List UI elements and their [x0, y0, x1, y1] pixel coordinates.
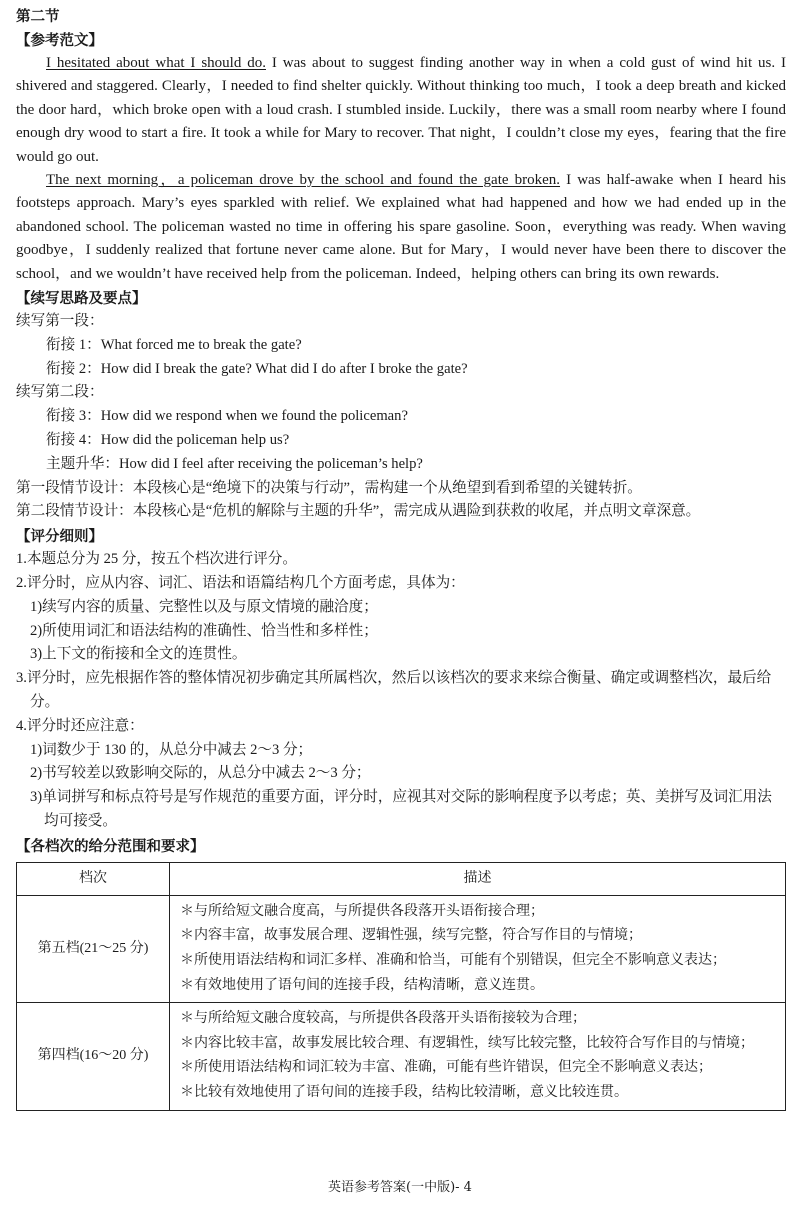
scoring-rules-heading: 【评分细则】 [16, 529, 103, 546]
criterion-item: ＊有效地使用了语句间的连接手段，结构清晰，意义连贯。 [180, 977, 544, 993]
header-level: 档次 [17, 862, 170, 895]
rule-1: 1.本题总分为 25 分，按五个档次进行评分。 [16, 551, 297, 568]
essay-paragraph-1 [16, 52, 786, 169]
criterion-item: ＊与所给短文融合度高，与所提供各段落开头语衔接合理； [180, 903, 544, 919]
table-header-row [17, 862, 786, 895]
criterion-item: ＊所使用语法结构和词汇较为丰富、准确，可能有些许错误，但完全不影响意义表达； [180, 1060, 712, 1076]
header-description: 描述 [170, 862, 786, 895]
levels-table [16, 862, 786, 1111]
rule-2: 2.评分时，应从内容、词汇、语法和语篇结构几个方面考虑，具体为： [16, 575, 465, 592]
page-footer: 英语参考答案(一中版)- 4 [328, 1180, 472, 1195]
section-title: 第二节 [16, 9, 60, 25]
criterion-item: ＊与所给短文融合度较高，与所提供各段落开头语衔接较为合理； [180, 1011, 586, 1027]
criterion-item: ＊内容比较丰富，故事发展比较合理、有逻辑性，续写比较完整，比较符合写作目的与情境； [180, 1035, 754, 1051]
criterion-item: ＊比较有效地使用了语句间的连接手段，结构比较清晰，意义比较连贯。 [180, 1084, 628, 1100]
description-cell [170, 895, 786, 1002]
level-cell: 第四档(16～20 分) [17, 1003, 170, 1110]
criterion-item: ＊所使用语法结构和词汇多样、准确和恰当，可能有个别错误，但完全不影响意义表达； [180, 952, 726, 968]
ideas-heading: 【续写思路及要点】 [16, 291, 147, 308]
sample-essay [16, 52, 786, 286]
link-2: 衔接 2：How did I break the gate? What did I do after I broke the gate? [46, 360, 468, 377]
rule-4c: 3)单词拼写和标点符号是写作规范的重要方面，评分时，应视其对交际的影响程度予以考虑；英、美拼写及词汇用法均可接受。 [30, 789, 772, 829]
link-1: 衔接 1：What forced me to break the gate? [46, 336, 302, 353]
para2-label: 续写第二段： [16, 384, 104, 401]
link-4: 衔接 4：How did the policeman help us? [46, 432, 290, 449]
ideas-list [16, 310, 786, 524]
rule-2b: 2)所使用词汇和语法结构的准确性、恰当性和多样性； [30, 622, 378, 639]
theme-sublimation: 主题升华：How did I feel after receiving the policeman’s help? [46, 455, 423, 472]
rule-3: 3.评分时，应先根据作答的整体情况初步确定其所属档次，然后以该档次的要求来综合衡量、确定或调整档次，最后给分。 [16, 670, 772, 711]
rule-2a: 1)续写内容的质量、完整性以及与原文情境的融洽度； [30, 598, 378, 615]
table-row [17, 895, 786, 1002]
essay-p2-opening: The next morning，a policeman drove by the school and found the gate broken. [46, 172, 561, 189]
scoring-rules [16, 548, 786, 834]
rule-2c: 3)上下文的衔接和全文的连贯性。 [30, 646, 247, 663]
essay-paragraph-2 [16, 169, 786, 286]
essay-p2-body: I was half-awake when I heard his footsteps approach. Mary’s eyes sparkled with relief. We explained what had happened and how we had ended up in the abandoned school. The policeman wasted no time in offering his spare gasoline. Soon，everything was ready. When waving goodbye，I suddenly realized that fortune never came alone. But for Mary，I would never have been there to discover the school，and we wouldn’t have received help from the policeman. Indeed，helping others can bring its own rewards. [16, 172, 786, 282]
rule-4: 4.评分时还应注意： [16, 717, 144, 734]
sample-essay-heading: 【参考范文】 [16, 33, 103, 49]
para1-plot-design: 第一段情节设计：本段核心是“绝境下的决策与行动”，需构建一个从绝望到看到希望的关键转折。 [16, 479, 642, 496]
level-cell: 第五档(21～25 分) [17, 895, 170, 1002]
rule-4a: 1)词数少于 130 的，从总分中减去 2～3 分； [30, 741, 313, 758]
essay-p1-opening: I hesitated about what I should do. [46, 55, 266, 71]
page-content [16, 6, 786, 1111]
essay-p1-body: I was about to suggest finding another way in when a cold gust of wind hit us. I shivered and staggered. Clearly，I needed to find shelter quickly. Without thinking too much，I took a deep breath and kicked the door hard，which broke open with a loud crash. I stumbled inside. Luckily，there was a small room nearby where I found enough dry wood to start a fire. It took a while for Mary to recover. That night，I couldn’t close my eyes，fearing that the fire would go out. [16, 55, 787, 165]
levels-heading: 【各档次的给分范围和要求】 [16, 838, 205, 855]
rule-4b: 2)书写较差以致影响交际的，从总分中减去 2～3 分； [30, 765, 371, 782]
description-cell [170, 1003, 786, 1110]
criterion-item: ＊内容丰富，故事发展合理、逻辑性强，续写完整，符合写作目的与情境； [180, 928, 642, 944]
para2-plot-design: 第二段情节设计：本段核心是“危机的解除与主题的升华”，需完成从遇险到获救的收尾，并点明文章深意。 [16, 503, 701, 520]
link-3: 衔接 3：How did we respond when we found the policeman? [46, 408, 408, 425]
para1-label: 续写第一段： [16, 313, 104, 330]
table-row [17, 1003, 786, 1110]
